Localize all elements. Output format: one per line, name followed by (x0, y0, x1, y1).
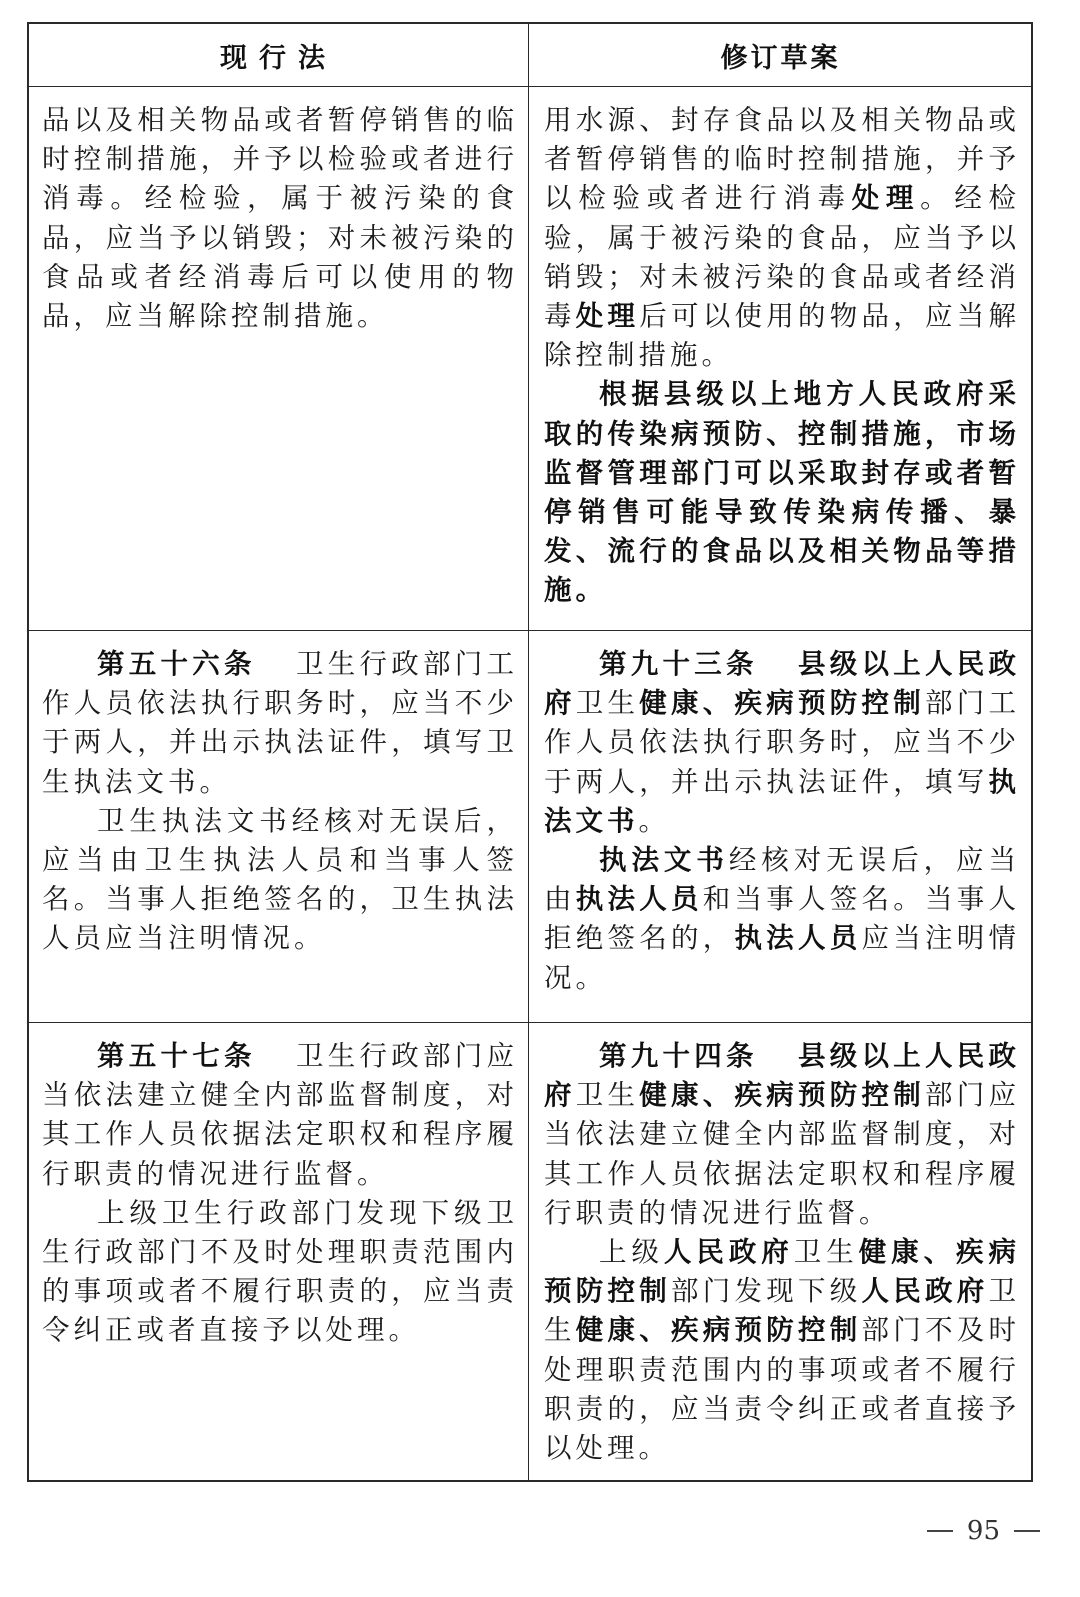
column-header-revised-draft: 修订草案 (720, 42, 841, 74)
column-divider (528, 22, 529, 1482)
article-number: 第五十六条 (97, 648, 256, 680)
paragraph (42, 645, 518, 802)
paragraph (544, 1233, 1020, 1468)
amended-text: 执法人员 (734, 922, 862, 955)
text-span: 。经检验，属于被污染的食品，应当予以销毁；对未被污染的食品或者经消毒 (544, 182, 1021, 333)
row-divider (27, 630, 1033, 631)
text-span: 。 (638, 804, 670, 837)
text-span: 用水源、封存食品以及相关物品或者暂停销售的临时控制措施，并予以检验或者进行消毒 (544, 104, 1020, 215)
article-number: 第五十七条 (97, 1040, 256, 1072)
text-span: 应当注明情况。 (544, 922, 1020, 994)
amended-text: 健康、疾病预防控制 (575, 1314, 862, 1347)
text-span: 部门应当依法建立健全内部监督制度，对其工作人员依据法定职权和程序履行职责的情况进行监督。 (544, 1079, 1020, 1229)
text-span: 卫生 (575, 687, 640, 720)
amended-text: 处理 (575, 300, 640, 333)
amended-text: 执法人员 (575, 883, 703, 916)
text-span: 卫生 (793, 1236, 859, 1269)
article-number: 第九十三条 (599, 648, 758, 680)
text-span: 部门工作人员依法执行职务时，应当不少于两人，并出示执法证件，填写 (544, 687, 1020, 798)
amended-text: 健康、疾病预防控制 (544, 1236, 1021, 1308)
page-footer (927, 1516, 1040, 1546)
row2-revised-draft-cell (544, 645, 1020, 998)
text-span: 和当事人签名。当事人拒绝签名的， (544, 883, 1020, 955)
text-span: 卫生 (544, 1275, 1020, 1347)
row-divider (27, 86, 1033, 87)
text-span: 部门发现下级 (671, 1275, 862, 1308)
text-span: 上级 (599, 1236, 664, 1269)
paragraph (544, 645, 1020, 841)
amended-text: 县级以上人民政府 (544, 1040, 1020, 1112)
text-span: 卫生行政部门工作人员依法执行职务时，应当不少于两人，并出示执法证件，填写卫生执法文书。 (42, 648, 518, 798)
row3-current-law-cell (42, 1037, 518, 1351)
text-span: 卫生行政部门应当依法建立健全内部监督制度，对其工作人员依据法定职权和程序履行职责的情况进行监督。 (42, 1040, 518, 1190)
amended-text: 人民政府 (663, 1236, 794, 1269)
amended-text: 县级以上人民政府 (544, 648, 1020, 720)
row2-current-law-cell (42, 645, 518, 959)
column-header-current-law: 现行法 (220, 42, 337, 74)
text-span: 卫生 (575, 1079, 640, 1112)
paragraph (544, 101, 1020, 375)
amended-text: 健康、疾病预防控制 (639, 1079, 925, 1112)
paragraph (544, 1037, 1020, 1233)
amended-text: 根据县级以上地方人民政府采取的传染病预防、控制措施，市场监督管理部门可以采取封存或者暂停销售可能导致传染病传播、暴发、流行的食品以及相关物品等措施。 (544, 378, 1020, 607)
page-number: 95 (966, 1516, 1000, 1546)
amended-text: 人民政府 (861, 1275, 989, 1308)
paragraph: 卫生执法文书经核对无误后，应当由卫生执法人员和当事人签名。当事人拒绝签名的，卫生执法人员应当注明情况。 (42, 804, 518, 955)
row-divider (27, 1022, 1033, 1023)
text-span: 部门不及时处理职责范围内的事项或者不履行职责的，应当责令纠正或者直接予以处理。 (544, 1314, 1020, 1465)
paragraph: 品以及相关物品或者暂停销售的临时控制措施，并予以检验或者进行消毒。经检验，属于被污染的食品，应当予以销毁；对未被污染的食品或者经消毒后可以使用的物品，应当解除控制措施。 (42, 104, 518, 333)
row1-revised-draft-cell (544, 101, 1020, 611)
folio-dash (1014, 1530, 1040, 1532)
amended-text: 处理 (851, 182, 921, 215)
folio-dash (927, 1530, 953, 1532)
article-number: 第九十四条 (599, 1040, 758, 1072)
row3-revised-draft-cell (544, 1037, 1020, 1468)
row1-current-law-cell (42, 101, 518, 336)
amended-text: 执法文书 (544, 765, 1020, 837)
paragraph: 上级卫生行政部门发现下级卫生行政部门不及时处理职责范围内的事项或者不履行职责的，应当责令纠正或者直接予以处理。 (42, 1196, 518, 1347)
text-span: 经核对无误后，应当由 (544, 844, 1021, 916)
paragraph (544, 841, 1020, 998)
paragraph (544, 375, 1020, 610)
amended-text: 执法文书 (599, 844, 729, 877)
amended-text: 健康、疾病预防控制 (639, 687, 925, 720)
paragraph (42, 1037, 518, 1194)
text-span: 后可以使用的物品，应当解除控制措施。 (544, 300, 1020, 372)
